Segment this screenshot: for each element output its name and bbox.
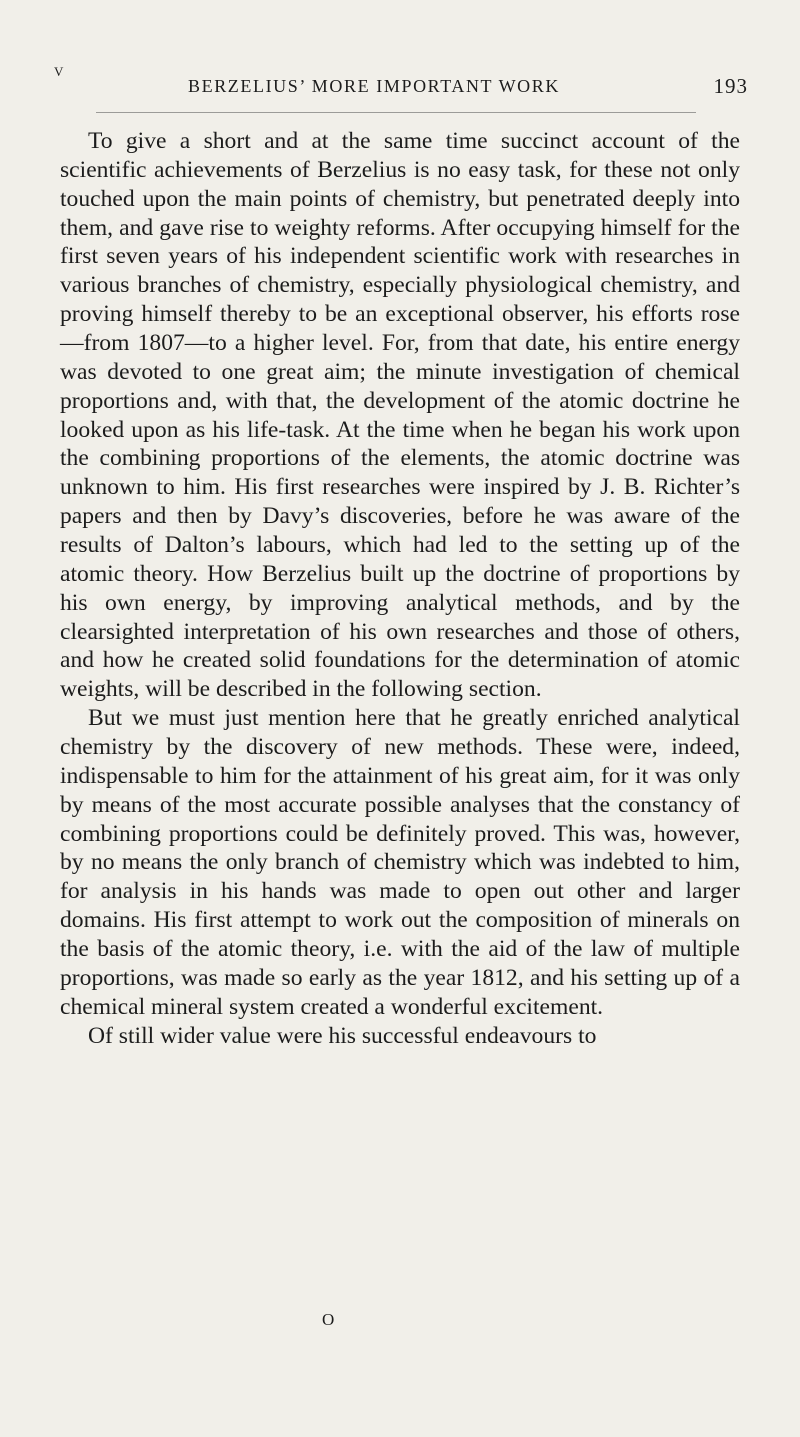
running-head-title: BERZELIUS’ MORE IMPORTANT WORK [188,76,560,96]
paragraph-1: To give a short and at the same time succinct account of the scientific achievements of Berzelius is no easy task, for these not only touched upon the main points of chemistry, but penetrated deeply into them, and gave rise to weighty reforms. After occupying himself for the first seven years of his independent scientific work with researches in various branches of chemistry, especially physiological chemistry, and proving himself thereby to be an exceptional observer, his efforts rose—from 1807—to a higher level. For, from that date, his entire energy was devoted to one great aim; the minute investigation of chemical proportions and, with that, the development of the atomic doctrine he looked upon as his life-task. At the time when he began his work upon the combining proportions of the elements, the atomic doctrine was unknown to him. His first researches were inspired by J. B. Richter’s papers and then by Davy’s discoveries, before he was aware of the results of Dalton’s labours, which had led to the setting up of the atomic theory. How Berzelius built up the doctrine of proportions by his own energy, by improving analytical methods, and by the clearsighted interpretation of his own researches and those of others, and how he created solid foundations for the determination of atomic weights, will be described in the following section. [60,128,740,703]
paragraph-2: But we must just mention here that he greatly enriched analytical chemistry by the discovery of new methods. These were, indeed, indispensable to him for the attainment of his great aim, for it was only by means of the most accurate possible analyses that the constancy of combining proportions could be definitely proved. This was, however, by no means the only branch of chemistry which was indebted to him, for analysis in his hands was made to open out other and larger domains. His first attempt to work out the composition of minerals on the basis of the atomic theory, i.e. with the aid of the law of multiple proportions, was made so early as the year 1812, and his setting up of a chemical mineral system created a wonderful excitement. [60,705,740,1020]
body-text [60,127,740,1051]
paragraph-3: Of still wider value were his successful endeavours to [88,1022,597,1049]
page-number: 193 [713,74,748,98]
running-head [48,66,748,96]
signature-mark: O [322,1310,335,1329]
header-rule [96,112,696,113]
chapter-mark: V [54,64,64,79]
